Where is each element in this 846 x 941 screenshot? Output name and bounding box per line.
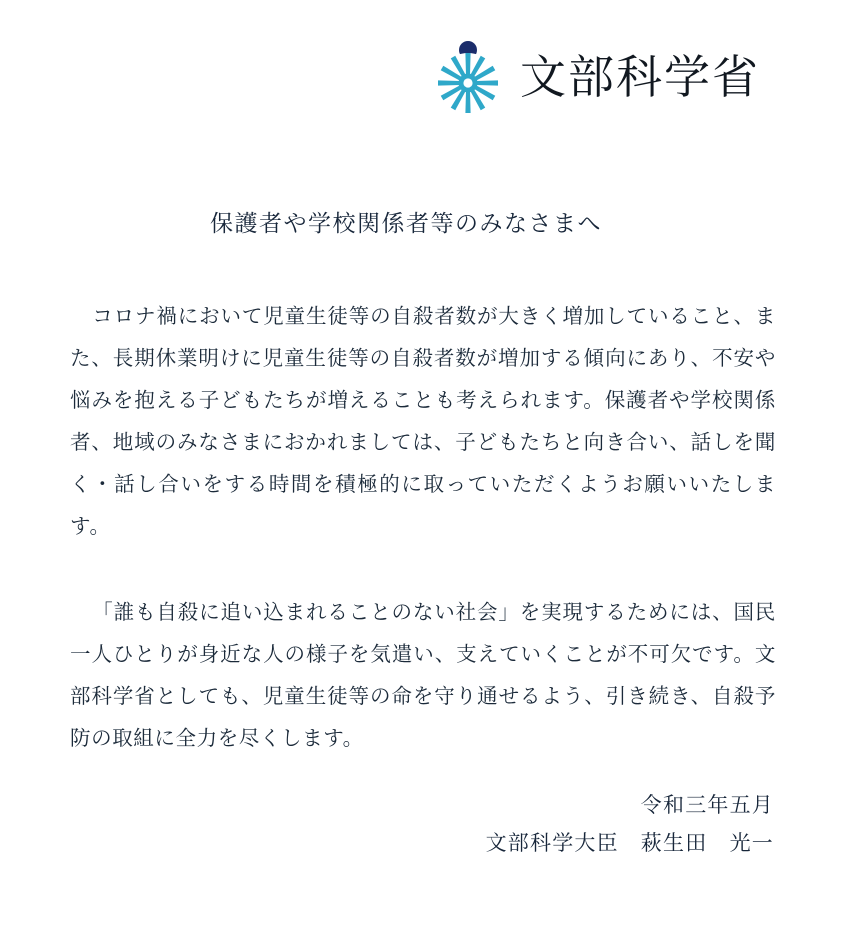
document-body: [70, 296, 776, 760]
page-title: 保護者や学校関係者等のみなさまへ: [210, 211, 602, 236]
ministry-header: [430, 40, 760, 116]
signer-name: 萩生田 光一: [640, 831, 774, 855]
body-paragraph: [70, 296, 776, 548]
ministry-name: 文部科学省: [520, 52, 760, 103]
signature-name-line: [486, 824, 774, 862]
signature-date: 令和三年五月: [640, 793, 774, 817]
mext-emblem-icon: [430, 40, 506, 116]
paragraph-text: 「誰も自殺に追い込まれることのない社会」を実現するためには、国民一人ひとりが身近な人の様子を気遣い、支えていくことが不可欠です。文部科学省としても、児童生徒等の命を守り通せるよう、引き続き、自殺予防の取組に全力を尽くします。: [70, 602, 776, 750]
paragraph-text: コロナ禍において児童生徒等の自殺者数が大きく増加していること、また、長期休業明けに児童生徒等の自殺者数が増加する傾向にあり、不安や悩みを抱える子どもたちが増えることも考えられます。保護者や学校関係者、地域のみなさまにおかれましては、子どもたちと向き合い、話しを聞く・話し合いをする時間を積極的に取っていただくようお願いいたします。: [70, 306, 776, 538]
signer-title: 文部科学大臣: [485, 831, 619, 855]
body-paragraph: [70, 592, 776, 760]
signature-block: [486, 786, 774, 862]
